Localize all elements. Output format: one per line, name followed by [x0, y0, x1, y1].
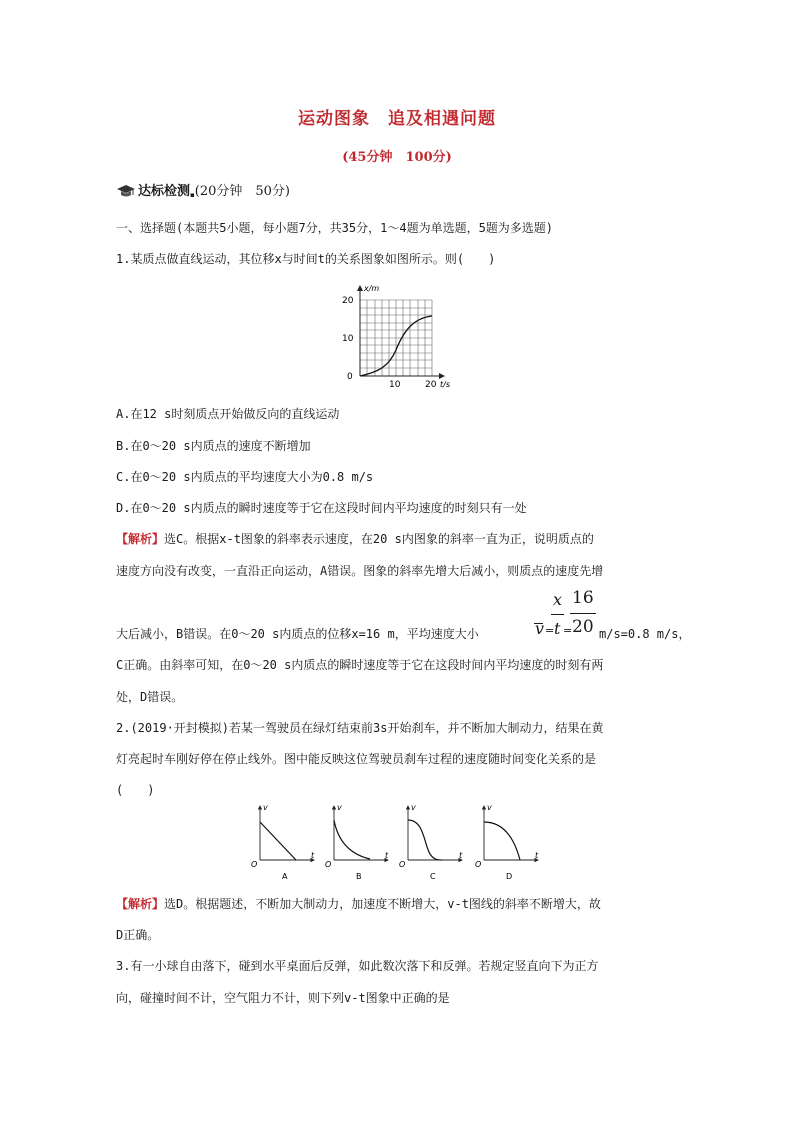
formula-v: v [535, 619, 545, 638]
grid-lines [360, 300, 432, 376]
q1-option-d: D.在0～20 s内质点的瞬时速度等于它在这段时间内平均速度的时刻只有一处 [116, 501, 527, 515]
q2-stem-line3: ( ) [116, 783, 155, 797]
graph-c-label: C [430, 872, 436, 881]
q1-stem: 1.某质点做直线运动，其位移x与时间t的关系图象如图所示。则( ) [116, 252, 496, 266]
graph-b-curve [334, 820, 370, 859]
q1-option-c: C.在0～20 s内质点的平均速度大小为0.8 m/s [116, 470, 374, 484]
svg-text:v: v [337, 803, 342, 812]
graduation-cap-icon [116, 184, 136, 204]
q2-stem-line1: 2.(2019·开封模拟)若某一驾驶员在绿灯结束前3s开始刹车，并不断加大制动力，结果在黄 [116, 721, 604, 735]
q2-graph-c [399, 803, 463, 881]
q1-option-a: A.在12 s时刻质点开始做反向的直线运动 [116, 407, 340, 421]
svg-text:t: t [459, 851, 463, 860]
svg-text:O: O [475, 860, 482, 869]
svg-text:v: v [411, 803, 416, 812]
formula-x: x [553, 590, 563, 609]
q1-analysis-line1: 【解析】选C。根据x-t图象的斜率表示速度，在20 s内图象的斜率一直为正，说明质点的 [116, 532, 594, 546]
formula-t: t [554, 619, 561, 638]
doc-subtitle: (45分钟 100分) [342, 150, 452, 165]
formula-eq2: = [563, 624, 573, 637]
formula-eq1: = [545, 624, 555, 637]
svg-text:t: t [385, 851, 389, 860]
graph-c-curve [408, 820, 442, 860]
svg-text:t: t [311, 851, 315, 860]
q1-option-b: B.在0～20 s内质点的速度不断增加 [116, 439, 311, 453]
q1-analysis-line4: C正确。由斜率可知，在0～20 s内质点的瞬时速度等于它在这段时间内平均速度的时刻有两 [116, 658, 604, 672]
q2-analysis-line1: 【解析】选D。根据题述，不断加大制动力，加速度不断增大，v-t图线的斜率不断增大，故 [116, 897, 601, 911]
graph-d-curve [484, 822, 520, 860]
svg-text:v: v [487, 803, 492, 812]
q1-figure [334, 282, 464, 392]
q3-stem-line1: 3.有一小球自由落下，碰到水平桌面后反弹，如此数次落下和反弹。若规定竖直向下为正方 [116, 959, 599, 973]
q3-stem-line2: 向，碰撞时间不计，空气阻力不计，则下列v-t图象中正确的是 [116, 991, 450, 1005]
q2-figure [248, 800, 548, 884]
graph-b-label: B [356, 872, 362, 881]
section-header: 达标检测▪(20分钟 50分) [116, 183, 290, 204]
formula-20: 20 [572, 617, 594, 637]
q2-analysis-line2: D正确。 [116, 928, 160, 942]
section-time-score: (20分钟 50分) [194, 184, 290, 199]
graph-a-curve [260, 822, 296, 860]
x-axis-label: t/s [440, 380, 450, 389]
part1-heading: 一、选择题(本题共5小题，每小题7分，共35分，1～4题为单选题，5题为多选题) [116, 221, 554, 235]
doc-title: 运动图象 追及相遇问题 [298, 109, 496, 129]
svg-text:O: O [399, 860, 406, 869]
graph-d-label: D [506, 872, 513, 881]
analysis-tag: 【解析】 [116, 532, 165, 546]
y-tick-10: 10 [342, 334, 354, 344]
graph-a-label: A [282, 872, 288, 881]
q2-graph-a [251, 803, 315, 881]
q1-analysis-line3a: 大后减小，B错误。在0～20 s内质点的位移x=16 m，平均速度大小 [116, 627, 479, 641]
q1-analysis-line5: 处，D错误。 [116, 690, 184, 704]
x-tick-20: 20 [425, 380, 437, 390]
analysis-tag: 【解析】 [116, 897, 165, 911]
svg-text:O: O [251, 860, 258, 869]
y-axis-label: x/m [364, 284, 380, 293]
svg-text:v: v [263, 803, 268, 812]
svg-text:O: O [325, 860, 332, 869]
formula-16: 16 [572, 588, 594, 608]
q1-analysis-line2: 速度方向没有改变，一直沿正向运动，A错误。图象的斜率先增大后减小，则质点的速度先增 [116, 564, 604, 578]
q2-graph-d [475, 803, 539, 881]
y-tick-0: 0 [347, 372, 353, 382]
y-tick-20: 20 [342, 296, 354, 306]
x-tick-10: 10 [389, 380, 401, 390]
q2-stem-line2: 灯亮起时车刚好停在停止线外。图中能反映这位驾驶员刹车过程的速度随时间变化关系的是 [116, 752, 597, 766]
q2-graph-b [325, 803, 389, 881]
section-title: 达标检测 [138, 184, 191, 199]
svg-text:t: t [535, 851, 539, 860]
q1-analysis-line3b: m/s=0.8 m/s， [599, 627, 691, 641]
